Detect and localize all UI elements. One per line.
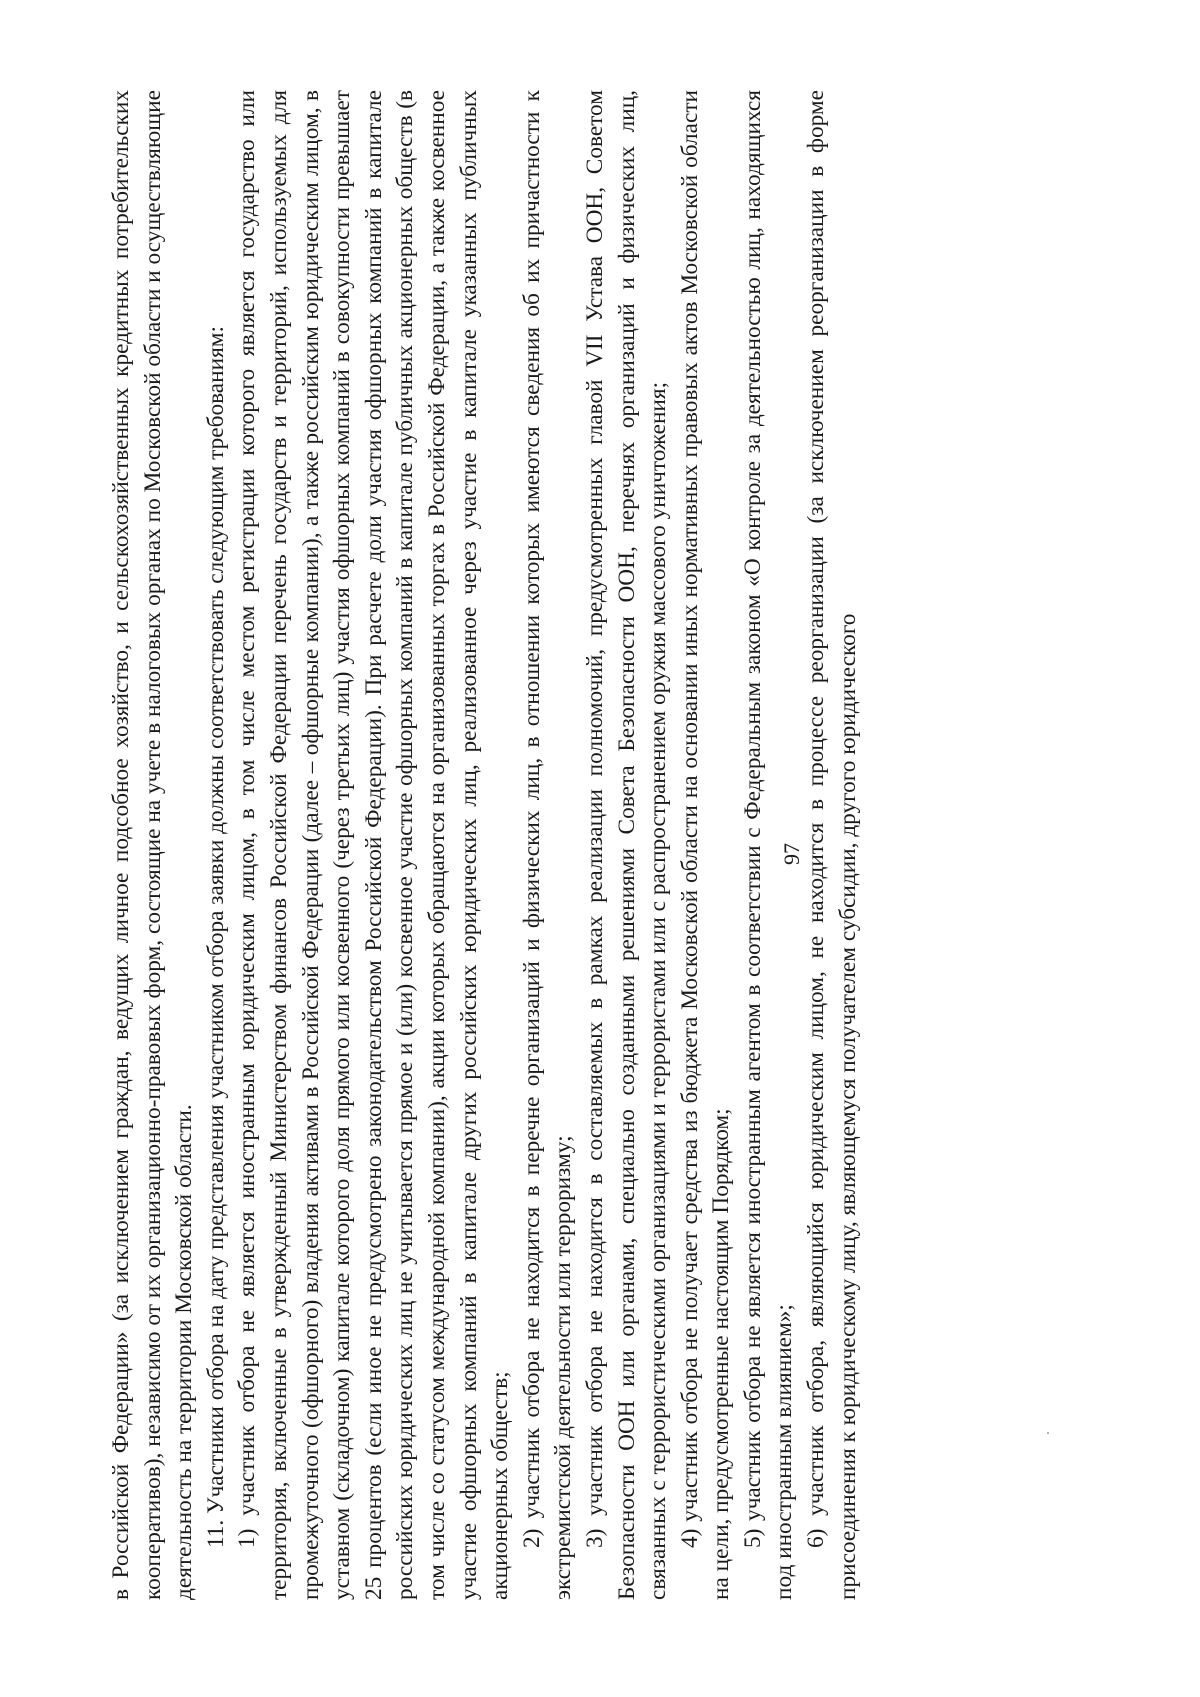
document-body [106,90,1066,1600]
page-number: 97 [779,843,804,865]
scan-speck [1047,1432,1049,1434]
paragraph-item-5: 5) участник отбора не является иностранным агентом в соответствии с Федеральным законом «О контроле за деятельностью лиц, находящихся под иностранным влиянием»; [739,90,798,1600]
paragraph-item-4: 4) участник отбора не получает средства из бюджета Московской области на основании иных нормативных правовых актов Московской области на цели, предусмотренные настоящим Порядком; [676,90,735,1600]
paragraph-item-2: 2) участник отбора не находится в перечне организаций и физических лиц, в отношении которых имеются сведения об их причастности к экстремистской деятельности или терроризму; [518,90,577,1600]
paragraph-continuation: в Российской Федерации» (за исключением граждан, ведущих личное подсобное хозяйство, и сельскохозяйственных кредитных потребительских кооперативов), независимо от их организационно-правовых форм, состоящие на учете в налоговых органах по Московской области и осуществляющие деятельность на территории Московской области. [108,90,198,1600]
paragraph-clause-11: 11. Участники отбора на дату представления участником отбора заявки должны соответствовать следующим требованиям: [202,325,229,1548]
paragraph-item-1: 1) участник отбора не является иностранным юридическим лицом, в том числе местом регистрации которого является государство или территория, включенные в утвержденный Министерством финансов Российской Федерации перечень государств и территорий, используемых для промежуточного (офшорного) владения активами в Российской Федерации (далее – офшорные компании), а также российским юридическим лицом, в уставном (складочном) капитале которого доля прямого или косвенного (через третьих лиц) участия офшорных компаний в совокупности превышает 25 процентов (если иное не предусмотрено законодательством Российской Федерации). При расчете доли участия офшорных компаний в капитале российских юридических лиц не учитывается прямое и (или) косвенное участие офшорных компаний в капитале публичных акционерных обществ (в том числе со статусом международной компании), акции которых обращаются на организованных торгах в Российской Федерации, а также косвенное участие офшорных компаний в капитале других российских юридических лиц, реализованное через участие в капитале указанных публичных акционерных обществ; [234,90,514,1600]
paragraph-item-6: 6) участник отбора, являющийся юридическим лицом, не находится в процессе реорганизации (за исключением реорганизации в форме присоединения к юридическому лицу, являющемуся получателем субсидии, другого юридического [803,90,861,1600]
paragraph-item-3: 3) участник отбора не находится в составляемых в рамках реализации полномочий, предусмотренных главой VII Устава ООН, Советом Безопасности ООН или органами, специально созданными решениями Совета Безопасности ООН, перечнях организаций и физических лиц, связанных с террористическими организациями и террористами или с распространением оружия массового уничтожения; [581,90,672,1600]
